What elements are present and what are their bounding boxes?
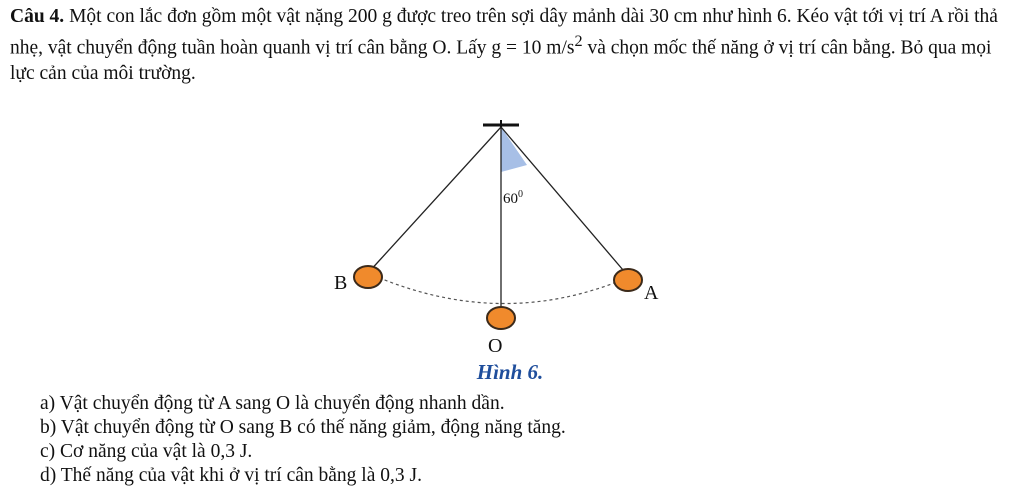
option-d: d) Thế năng của vật khi ở vị trí cân bằng là 0,3 J.: [40, 465, 422, 486]
swing-arc: [368, 273, 629, 304]
question-label: Câu 4.: [10, 6, 65, 27]
question-body-end: và chọn mốc thế năng ở vị trí cân bằng. Bỏ qua mọi lực cản của môi trường.: [10, 37, 992, 84]
answer-options: [40, 392, 566, 488]
label-a: A: [644, 282, 659, 304]
label-b: B: [334, 272, 348, 294]
label-o: O: [488, 335, 503, 357]
pendulum-diagram: [320, 112, 700, 392]
option-a: a) Vật chuyển động từ A sang O là chuyển động nhanh dần.: [40, 393, 505, 414]
string-to-b: [368, 127, 501, 273]
bob-o: [487, 307, 515, 329]
figure-caption: Hình 6.: [476, 360, 544, 384]
option-b: b) Vật chuyển động từ O sang B có thế năng giảm, động năng tăng.: [40, 417, 566, 438]
option-c: c) Cơ năng của vật là 0,3 J.: [40, 441, 253, 462]
bob-a: [614, 269, 642, 291]
bob-b: [354, 266, 382, 288]
angle-unit: 0: [518, 189, 523, 200]
angle-value: 60: [503, 191, 518, 207]
angle-label: [503, 184, 523, 210]
angle-sector: [501, 127, 527, 172]
gravity-formula: g = 10 m/s: [491, 37, 575, 59]
question-text: [10, 4, 1010, 86]
pendulum-figure: [320, 112, 700, 392]
gravity-exponent: 2: [574, 32, 583, 50]
question-body: Một con lắc đơn gồm một vật nặng 200 g được treo trên sợi dây mảnh dài 30 cm như hình 6. Kéo vật tới vị trí A rồi thả nhẹ, vật chuyển động tuần hoàn quanh vị trí cân bằng O. Lấy: [10, 6, 998, 59]
